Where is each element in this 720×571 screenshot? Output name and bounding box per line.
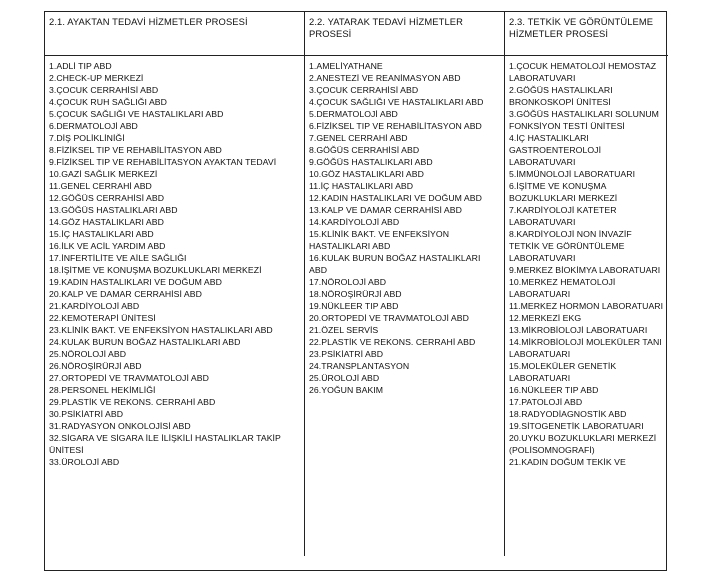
list-item: 21.KARDİYOLOJİ ABD — [49, 301, 140, 311]
list-item: 24.TRANSPLANTASYON — [309, 361, 410, 371]
list-item: 22.KEMOTERAPİ ÜNİTESİ — [49, 313, 156, 323]
list-item: 3.GÖĞÜS HASTALIKLARI SOLUNUM FONKSİYON TESTİ ÜNİTESİ — [509, 109, 659, 131]
list-item: 24.KULAK BURUN BOĞAZ HASTALIKLARI ABD — [49, 337, 241, 347]
header-ayaktan: 2.1. AYAKTAN TEDAVİ HİZMETLER PROSESİ — [45, 12, 305, 56]
list-item: 8.FİZİKSEL TIP VE REHABİLİTASYON ABD — [49, 145, 222, 155]
list-item: 13.MİKROBİOLOJİ LABORATUARI — [509, 325, 648, 335]
list-item: 2.CHECK-UP MERKEZİ — [49, 73, 144, 83]
list-item: 1.ÇOCUK HEMATOLOJİ HEMOSTAZ LABORATUVARI — [509, 61, 657, 83]
list-item: 15.KLİNİK BAKT. VE ENFEKSİYON HASTALIKLARI ABD — [309, 229, 450, 251]
list-item: 17.İNFERTİLİTE VE AİLE SAĞLIĞI — [49, 253, 187, 263]
list-item: 10.GÖZ HASTALIKLARI ABD — [309, 169, 424, 179]
list-item: 2.GÖĞÜS HASTALIKLARI BRONKOSKOPİ ÜNİTESİ — [509, 85, 613, 107]
list-item: 11.MERKEZ HORMON LABORATUARI — [509, 301, 664, 311]
tetkik-list — [509, 60, 664, 468]
header-yatarak: 2.2. YATARAK TEDAVİ HİZMETLER PROSESİ — [305, 12, 505, 56]
list-item: 7.KARDİYOLOJİ KATETER LABORATUVARI — [509, 205, 617, 227]
list-item: 16.KULAK BURUN BOĞAZ HASTALIKLARI ABD — [309, 253, 481, 275]
list-item: 18.RADYODİAGNOSTİK ABD — [509, 409, 627, 419]
list-item: 16.NÜKLEER TIP ABD — [509, 385, 599, 395]
list-item: 10.MERKEZ HEMATOLOJİ LABORATUARI — [509, 277, 616, 299]
list-item: 23.KLİNİK BAKT. VE ENFEKSİYON HASTALIKLARI ABD — [49, 325, 273, 335]
list-item: 30.PSİKİATRİ ABD — [49, 409, 124, 419]
list-item: 31.RADYASYON ONKOLOJİSİ ABD — [49, 421, 191, 431]
list-item: 7.DİŞ POLİKLİNİĞİ — [49, 133, 125, 143]
list-item: 25.ÜROLOJİ ABD — [309, 373, 380, 383]
list-item: 12.MERKEZİ EKG — [509, 313, 582, 323]
column-ayaktan — [45, 56, 305, 556]
process-table — [44, 11, 667, 571]
list-item: 28.PERSONEL HEKİMLİĞİ — [49, 385, 156, 395]
header-tetkik: 2.3. TETKİK VE GÖRÜNTÜLEME HİZMETLER PROSESİ — [505, 12, 668, 56]
list-item: 5.DERMATOLOJİ ABD — [309, 109, 398, 119]
list-item: 15.İÇ HASTALIKLARI ABD — [49, 229, 154, 239]
list-item: 13.KALP VE DAMAR CERRAHİSİ ABD — [309, 205, 462, 215]
list-item: 14.KARDİYOLOJİ ABD — [309, 217, 400, 227]
list-item: 21.ÖZEL SERVİS — [309, 325, 379, 335]
list-item: 22.PLASTİK VE REKONS. CERRAHİ ABD — [309, 337, 476, 347]
list-item: 20.UYKU BOZUKLUKLARI MERKEZİ (POLİSOMNOGRAFİ) — [509, 433, 657, 455]
list-item: 19.NÜKLEER TIP ABD — [309, 301, 399, 311]
list-item: 17.NÖROLOJİ ABD — [309, 277, 387, 287]
list-item: 1.AMELİYATHANE — [309, 61, 383, 71]
list-item: 9.GÖĞÜS HASTALIKLARI ABD — [309, 157, 433, 167]
list-item: 32.SİGARA VE SİGARA İLE İLİŞKİLİ HASTALIKLAR TAKİP ÜNİTESİ — [49, 433, 281, 455]
list-item: 3.ÇOCUK CERRAHİSİ ABD — [309, 85, 419, 95]
list-item: 8.KARDİYOLOJİ NON İNVAZİF TETKİK VE GÖRÜNTÜLEME LABORATUVARI — [509, 229, 632, 263]
list-item: 4.ÇOCUK RUH SAĞLIĞI ABD — [49, 97, 167, 107]
list-item: 7.GENEL CERRAHİ ABD — [309, 133, 408, 143]
list-item: 1.ADLİ TIP ABD — [49, 61, 112, 71]
list-item: 5.ÇOCUK SAĞLIĞI VE HASTALIKLARI ABD — [49, 109, 224, 119]
list-item: 4.İÇ HASTALIKLARI GASTROENTEROLOJİ LABORATUVARI — [509, 133, 602, 167]
list-item: 16.İLK VE ACİL YARDIM ABD — [49, 241, 166, 251]
list-item: 10.GAZİ SAĞLIK MERKEZİ — [49, 169, 158, 179]
list-item: 9.MERKEZ BİOKİMYA LABORATUARI — [509, 265, 661, 275]
list-item: 18.İŞİTME VE KONUŞMA BOZUKLUKLARI MERKEZİ — [49, 265, 262, 275]
list-item: 8.GÖĞÜS CERRAHİSİ ABD — [309, 145, 420, 155]
list-item: 20.ORTOPEDİ VE TRAVMATOLOJİ ABD — [309, 313, 469, 323]
column-tetkik — [505, 56, 668, 556]
list-item: 14.MİKROBİOLOJİ MOLEKÜLER TANI LABORATUARI — [509, 337, 662, 359]
list-item: 20.KALP VE DAMAR CERRAHİSİ ABD — [49, 289, 202, 299]
list-item: 12.GÖĞÜS CERRAHİSİ ABD — [49, 193, 165, 203]
list-item: 6.İŞİTME VE KONUŞMA BOZUKLUKLARI MERKEZİ — [509, 181, 618, 203]
list-item: 27.ORTOPEDİ VE TRAVMATOLOJİ ABD — [49, 373, 209, 383]
list-item: 33.ÜROLOJİ ABD — [49, 457, 120, 467]
list-item: 11.İÇ HASTALIKLARI ABD — [309, 181, 414, 191]
list-item: 23.PSİKİATRİ ABD — [309, 349, 384, 359]
list-item: 14.GÖZ HASTALIKLARI ABD — [49, 217, 164, 227]
list-item: 13.GÖĞÜS HASTALIKLARI ABD — [49, 205, 178, 215]
yatarak-list — [309, 60, 500, 396]
list-item: 3.ÇOCUK CERRAHİSİ ABD — [49, 85, 159, 95]
list-item: 2.ANESTEZİ VE REANİMASYON ABD — [309, 73, 461, 83]
list-item: 26.YOĞUN BAKIM — [309, 385, 384, 395]
column-yatarak — [305, 56, 505, 556]
list-item: 6.DERMATOLOJİ ABD — [49, 121, 138, 131]
list-item: 4.ÇOCUK SAĞLIĞI VE HASTALIKLARI ABD — [309, 97, 484, 107]
list-item: 17.PATOLOJİ ABD — [509, 397, 583, 407]
ayaktan-list — [49, 60, 300, 468]
list-item: 25.NÖROLOJİ ABD — [49, 349, 127, 359]
list-item: 6.FİZİKSEL TIP VE REHABİLİTASYON ABD — [309, 121, 482, 131]
list-item: 12.KADIN HASTALIKLARI VE DOĞUM ABD — [309, 193, 482, 203]
list-item: 15.MOLEKÜLER GENETİK LABORATUARI — [509, 361, 617, 383]
list-item: 19.SİTOGENETİK LABORATUARI — [509, 421, 644, 431]
list-item: 18.NÖROŞİRÜRJİ ABD — [309, 289, 402, 299]
list-item: 19.KADIN HASTALIKLARI VE DOĞUM ABD — [49, 277, 222, 287]
list-item: 21.KADIN DOĞUM TEKİK VE — [509, 457, 626, 467]
list-item: 5.İMMÜNOLOJİ LABORATUARI — [509, 169, 636, 179]
list-item: 26.NÖROŞİRÜRJİ ABD — [49, 361, 142, 371]
list-item: 29.PLASTİK VE REKONS. CERRAHİ ABD — [49, 397, 216, 407]
list-item: 11.GENEL CERRAHİ ABD — [49, 181, 152, 191]
list-item: 9.FİZİKSEL TIP VE REHABİLİTASYON AYAKTAN TEDAVİ — [49, 157, 277, 167]
